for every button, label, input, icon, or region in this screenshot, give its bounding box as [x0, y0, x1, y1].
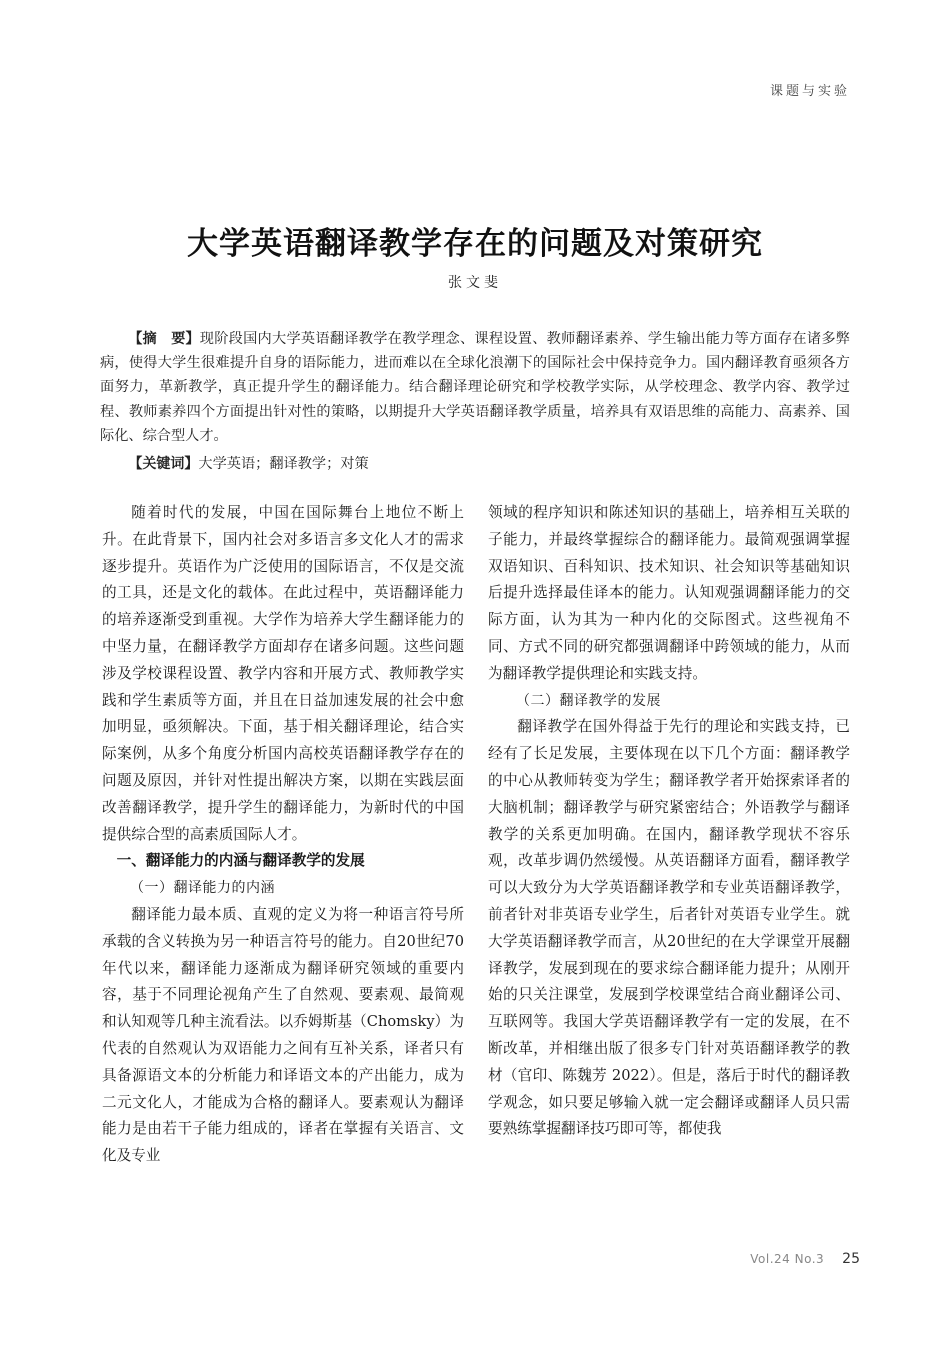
body-paragraph: 翻译教学在国外得益于先行的理论和实践支持，已经有了长足发展，主要体现在以下几个方面：翻译教学的中心从教师转变为学生；翻译教学者开始探索译者的大脑机制；翻译教学与研究紧密结合；外语教学与翻译教学的关系更加明确。在国内，翻译教学现状不容乐观，改革步调仍然缓慢。从英语翻译方面看，翻译教学可以大致分为大学英语翻译教学和专业英语翻译教学，前者针对非英语专业学生，后者针对英语专业学生。就大学英语翻译教学而言，从20世纪的在大学课堂开展翻译教学，发展到现在的要求综合翻译能力提升；从刚开始的只关注课堂，发展到学校课堂结合商业翻译公司、互联网等。我国大学英语翻译教学有一定的发展，在不断改革，并相继出版了很多专门针对英语翻译教学的教材（官印、陈魏芳 2022）。但是，落后于时代的翻译教学观念，如只要足够输入就一定会翻译或翻译人员只需要熟练掌握翻译技巧即可等，都使我	[488, 718, 850, 1138]
page-number: 25	[842, 1251, 860, 1267]
abstract-paragraph	[100, 327, 850, 448]
subsection-heading-1-2: （二）翻译教学的发展	[516, 692, 661, 709]
keywords-text: 大学英语；翻译教学；对策	[198, 456, 369, 473]
intro-paragraph: 随着时代的发展，中国在国际舞台上地位不断上升。在此背景下，国内社会对多语言多文化人才的需求逐步提升。英语作为广泛使用的国际语言，不仅是交流的工具，还是文化的载体。在此过程中，英语翻译能力的培养逐渐受到重视。大学作为培养大学生翻译能力的中坚力量，在翻译教学方面却存在诸多问题。这些问题涉及学校课程设置、教学内容和开展方式、教师教学实践和学生素质等方面，并且在日益加速发展的社会中愈加明显，亟须解决。下面，基于相关翻译理论，结合实际案例，从多个角度分析国内高校英语翻译教学存在的问题及原因，并针对性提出解决方案，以期在实践层面改善翻译教学，提升学生的翻译能力，为新时代的中国提供综合型的高素质国际人才。	[102, 504, 464, 843]
body-paragraph: 翻译能力最本质、直观的定义为将一种语言符号所承载的含义转换为另一种语言符号的能力。自20世纪70年代以来，翻译能力逐渐成为翻译研究领域的重要内容，基于不同理论视角产生了自然观、要素观、最简观和认知观等几种主流看法。以乔姆斯基（Chomsky）为代表的自然观认为双语能力之间有互补关系，译者只有具备源语文本的分析能力和译语文本的产出能力，成为二元文化人，才能成为合格的翻译人。要素观认为翻译能力是由若干子能力组成的，译者在掌握有关语言、文化及专业	[102, 905, 464, 1165]
section-tag: 课题与实验	[769, 84, 850, 99]
abstract-block	[100, 327, 850, 476]
continued-paragraph: 领域的程序知识和陈述知识的基础上，培养相互关联的子能力，并最终掌握综合的翻译能力。最简观强调掌握双语知识、百科知识、技术知识、社会知识等基础知识后提升选择最佳译本的能力。认知观强调翻译能力的交际方面，认为其为一种内化的交际图式。这些视角不同、方式不同的研究都强调翻译中跨领域的能力，从而为翻译教学提供理论和实践支持。	[488, 504, 850, 682]
keywords-label: 【关键词】	[128, 456, 199, 473]
page-footer	[750, 1251, 860, 1267]
volume-info: Vol.24 No.3	[750, 1252, 825, 1266]
abstract-label: 【摘 要】	[128, 331, 200, 347]
right-column	[488, 500, 850, 1143]
section-heading-1: 一、翻译能力的内涵与翻译教学的发展	[116, 852, 365, 870]
left-column	[102, 500, 464, 1170]
subsection-heading-1-1: （一）翻译能力的内涵	[130, 880, 275, 897]
abstract-text: 现阶段国内大学英语翻译教学在教学理念、课程设置、教师翻译素养、学生输出能力等方面存在诸多弊病，使得大学生很难提升自身的语际能力，进而难以在全球化浪潮下的国际社会中保持竞争力。国内翻译教育亟须各方面努力，革新教学，真正提升学生的翻译能力。结合翻译理论研究和学校教学实际，从学校理念、教学内容、教学过程、教师素养四个方面提出针对性的策略，以期提升大学英语翻译教学质量，培养具有双语思维的高能力、高素养、国际化、综合型人才。	[100, 331, 850, 444]
article-title: 大学英语翻译教学存在的问题及对策研究	[187, 226, 763, 262]
keywords-line	[100, 452, 850, 476]
article-author: 张文斐	[448, 275, 502, 291]
